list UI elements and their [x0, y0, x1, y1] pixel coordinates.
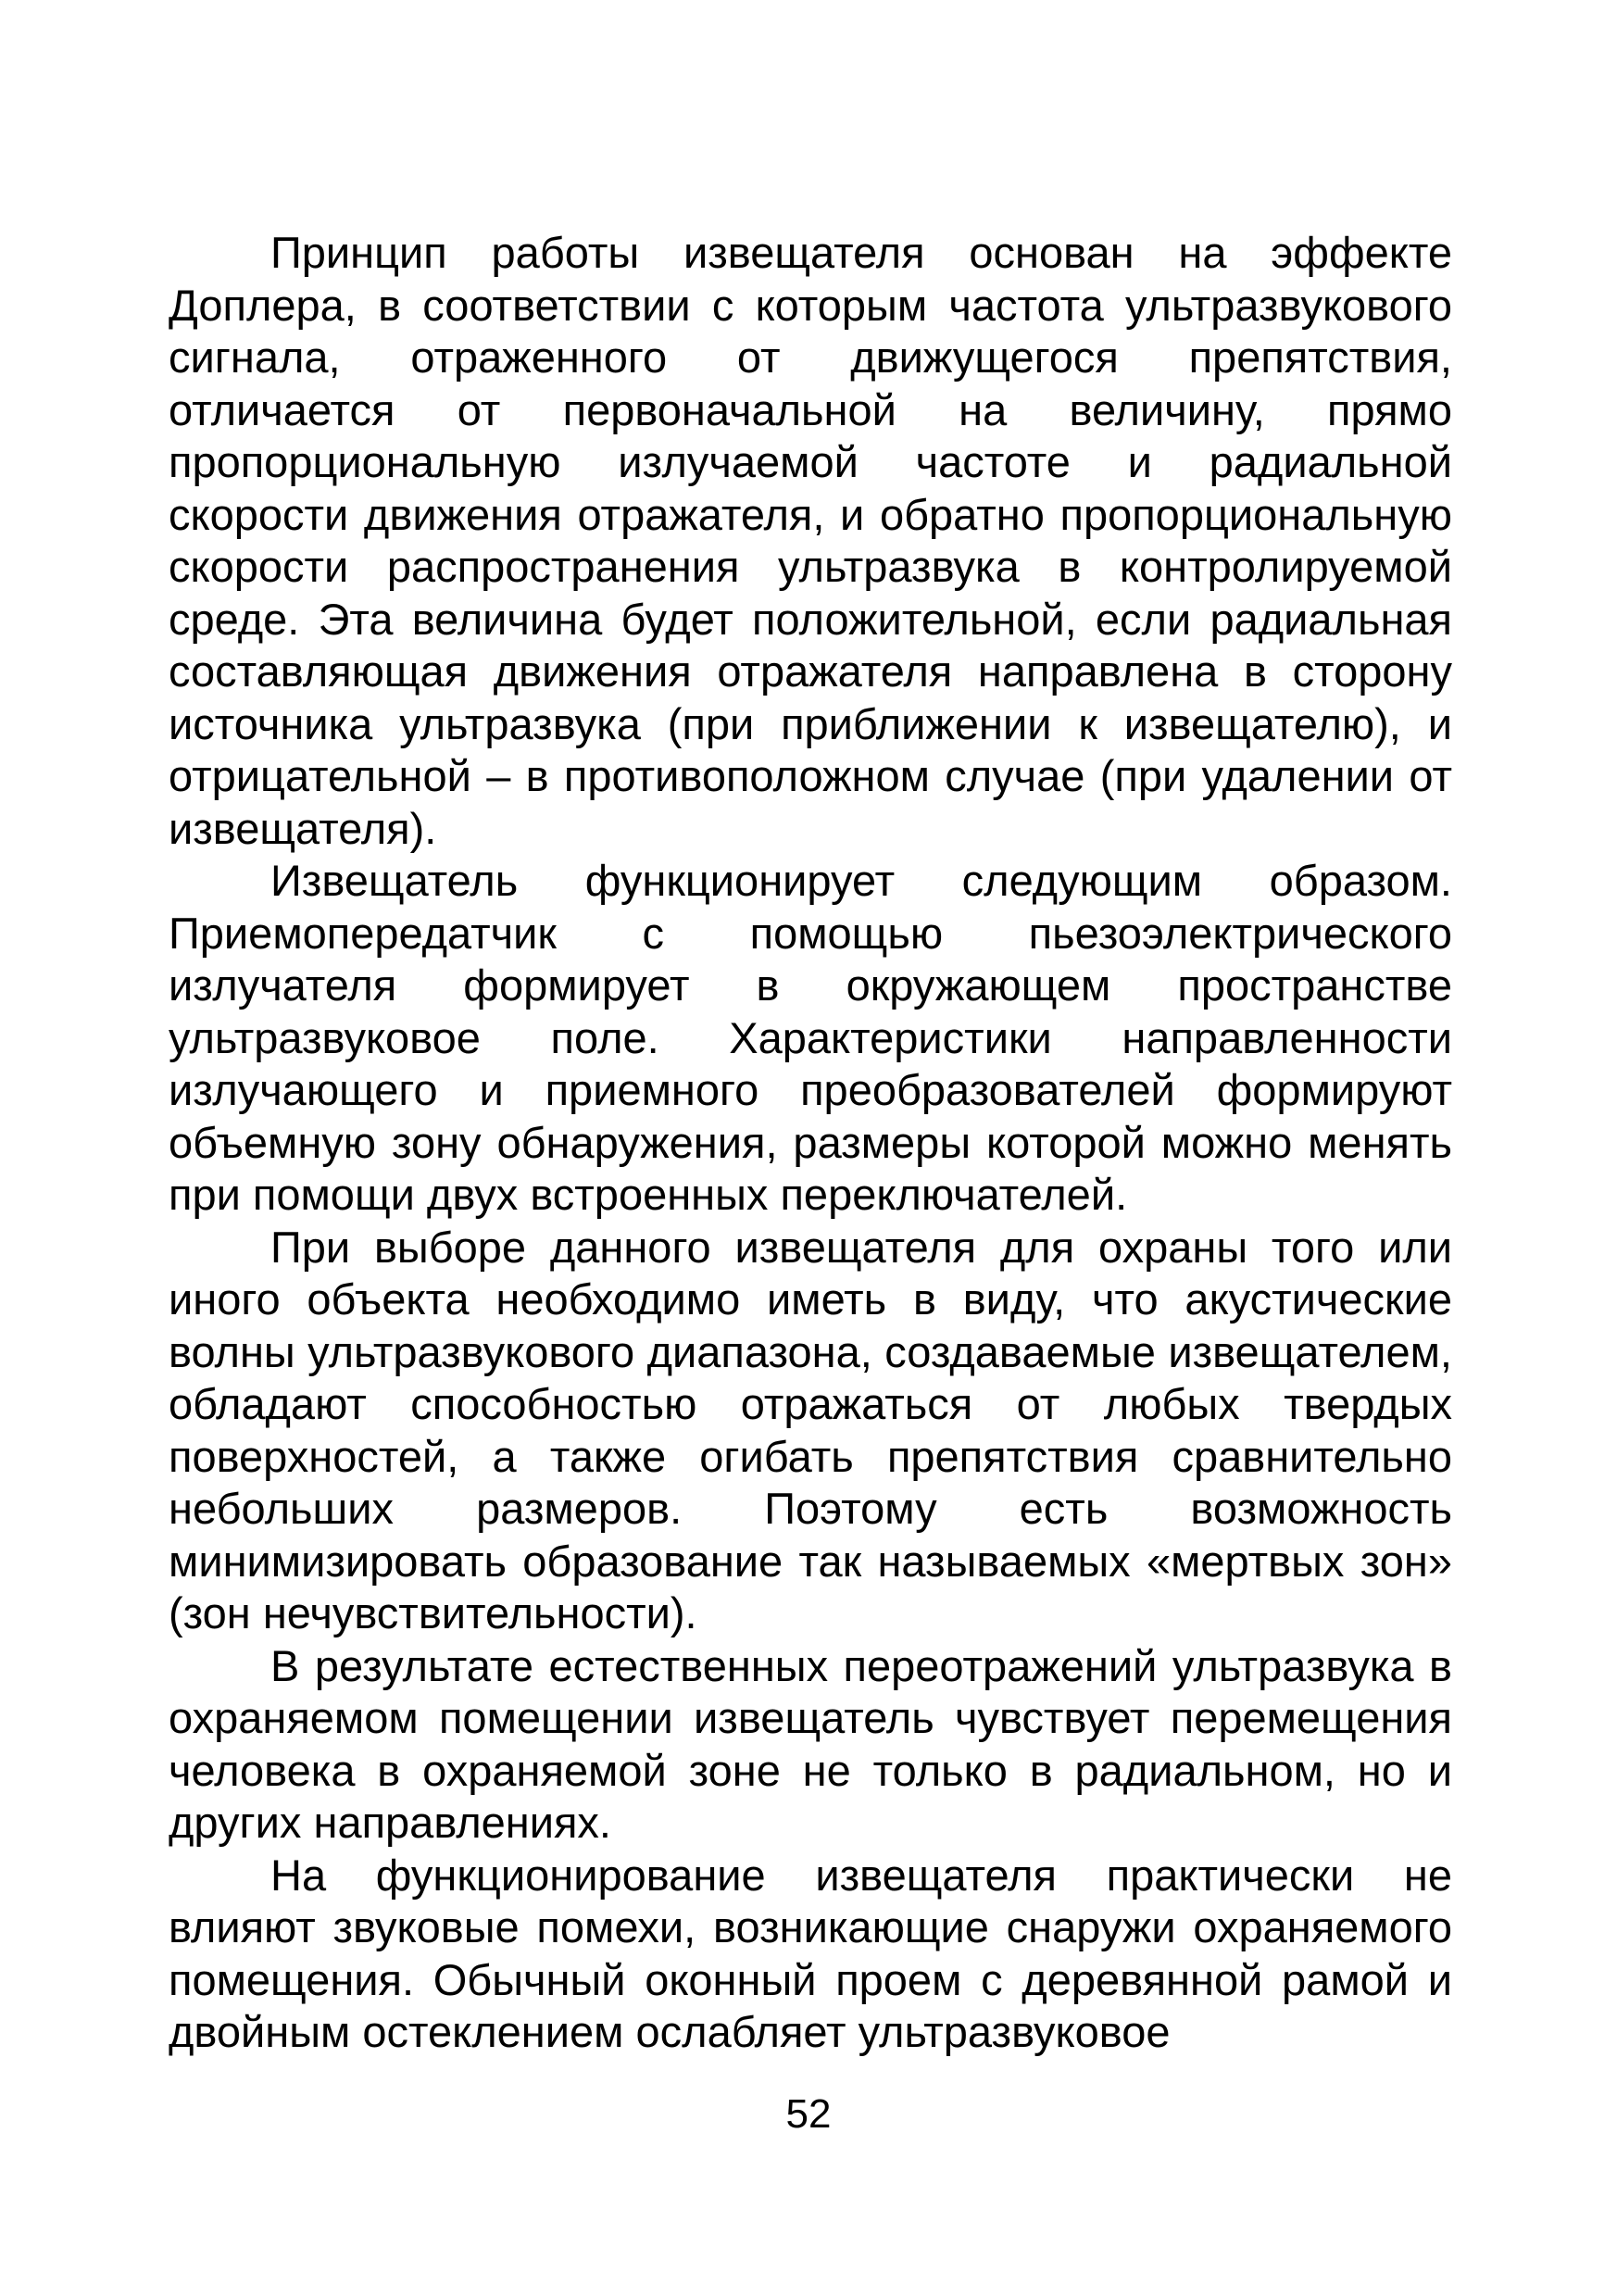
- paragraph-doppler-principle: Принцип работы извещателя основан на эффекте Доплера, в соответствии с которым частота ультразвукового сигнала, отраженного от движущегося препятствия, отличается от первоначальной на величину, прямо пропорциональную излучаемой частоте и радиальной скорости движения отражателя, и обратно пропорциональную скорости распространения ультразвука в контролируемой среде. Эта величина будет положительной, если радиальная составляющая движения отражателя направлена в сторону источника ультразвука (при приближении к извещателю), и отрицательной – в противоположном случае (при удалении от извещателя).: [169, 228, 1452, 853]
- paragraph-detector-selection: При выборе данного извещателя для охраны того или иного объекта необходимо иметь в виду, что акустические волны ультразвукового диапазона, создаваемые извещателем, обладают способностью отражаться от любых твердых поверхностей, а также огибать препятствия сравнительно небольших размеров. Поэтому есть возможность минимизировать образование так называемых «мертвых зон» (зон нечувствительности).: [169, 1222, 1452, 1637]
- page-number: 52: [785, 2091, 832, 2137]
- page-body: [169, 227, 1452, 2059]
- paragraph-detector-operation: Извещатель функционирует следующим образом. Приемопередатчик с помощью пьезоэлектрического излучателя формирует в окружающем пространстве ультразвуковое поле. Характеристики направленности излучающего и приемного преобразователей формируют объемную зону обнаружения, размеры которой можно менять при помощи двух встроенных переключателей.: [169, 856, 1452, 1219]
- paragraph-reflections: В результате естественных переотражений ультразвука в охраняемом помещении извещатель чувствует перемещения человека в охраняемой зоне не только в радиальном, но и других направлениях.: [169, 1640, 1452, 1847]
- paragraph-noise-immunity: На функционирование извещателя практически не влияют звуковые помехи, возникающие снаружи охраняемого помещения. Обычный оконный проем с деревянной рамой и двойным остеклением ослабляет ультразвуковое: [169, 1850, 1452, 2056]
